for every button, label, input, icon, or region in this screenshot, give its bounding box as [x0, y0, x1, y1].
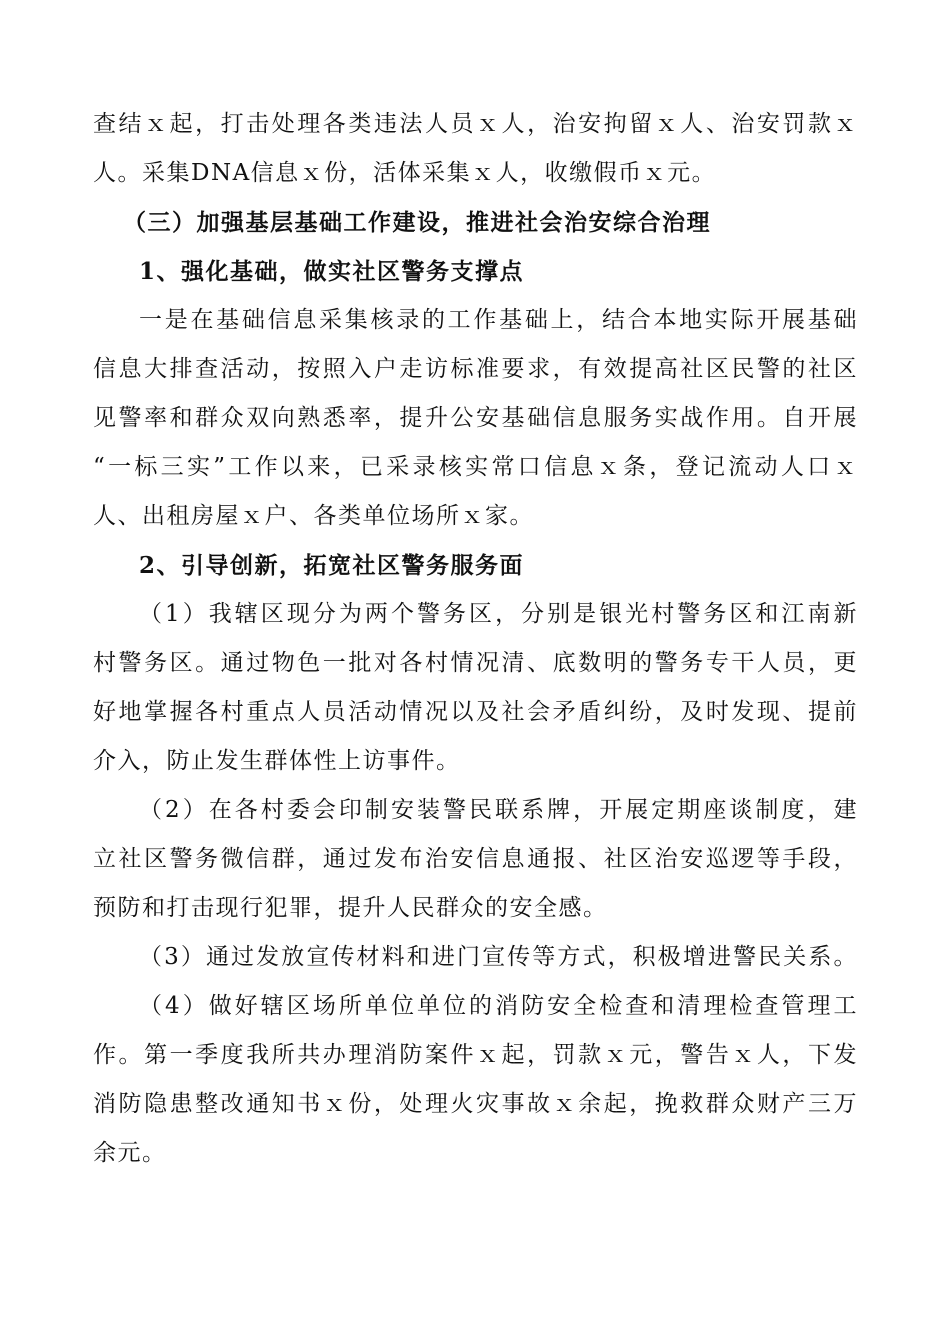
paragraph-line: 预防和打击现行犯罪，提升人民群众的安全感。: [93, 895, 608, 921]
subsection-heading: 2、引导创新，拓宽社区警务服务面: [139, 552, 525, 579]
paragraph-line: “一标三实”工作以来，已采录核实常口信息ｘ条，登记流动人口ｘ: [93, 454, 858, 480]
paragraph-line: 村警务区。通过物色一批对各村情况清、底数明的警务专干人员，更: [93, 650, 858, 676]
paragraph-line: 人。采集DNA信息ｘ份，活体采集ｘ人，收缴假币ｘ元。: [93, 160, 717, 186]
paragraph-line: 一是在基础信息采集核录的工作基础上，结合本地实际开展基础: [139, 307, 858, 333]
paragraph-line: 消防隐患整改通知书ｘ份，处理火灾事故ｘ余起，挽救群众财产三万: [93, 1091, 858, 1117]
paragraph-line: 查结ｘ起，打击处理各类违法人员ｘ人，治安拘留ｘ人、治安罚款ｘ: [93, 111, 858, 137]
paragraph-line: （1）我辖区现分为两个警务区，分别是银光村警务区和江南新: [139, 601, 858, 627]
paragraph-line: （4）做好辖区场所单位单位的消防安全检查和清理检查管理工: [139, 993, 858, 1019]
paragraph-line: 立社区警务微信群，通过发布治安信息通报、社区治安巡逻等手段，: [93, 846, 858, 872]
document-page: [93, 100, 858, 1178]
paragraph-line: 人、出租房屋ｘ户、各类单位场所ｘ家。: [93, 503, 534, 529]
paragraph-line: （2）在各村委会印制安装警民联系牌，开展定期座谈制度，建: [139, 797, 858, 823]
paragraph-line: 介入，防止发生群体性上访事件。: [93, 748, 461, 774]
section-heading: （三）加强基层基础工作建设，推进社会治安综合治理: [123, 209, 711, 236]
paragraph-line: 信息大排查活动，按照入户走访标准要求，有效提高社区民警的社区: [93, 356, 858, 382]
paragraph-line: 余元。: [93, 1140, 167, 1166]
subsection-heading: 1、强化基础，做实社区警务支撑点: [139, 258, 525, 285]
paragraph-line: 好地掌握各村重点人员活动情况以及社会矛盾纠纷，及时发现、提前: [93, 699, 858, 725]
paragraph-line: 见警率和群众双向熟悉率，提升公安基础信息服务实战作用。自开展: [93, 405, 858, 431]
paragraph-line: （3）通过发放宣传材料和进门宣传等方式，积极增进警民关系。: [139, 944, 858, 970]
paragraph-line: 作。第一季度我所共办理消防案件ｘ起，罚款ｘ元，警告ｘ人，下发: [93, 1042, 858, 1068]
